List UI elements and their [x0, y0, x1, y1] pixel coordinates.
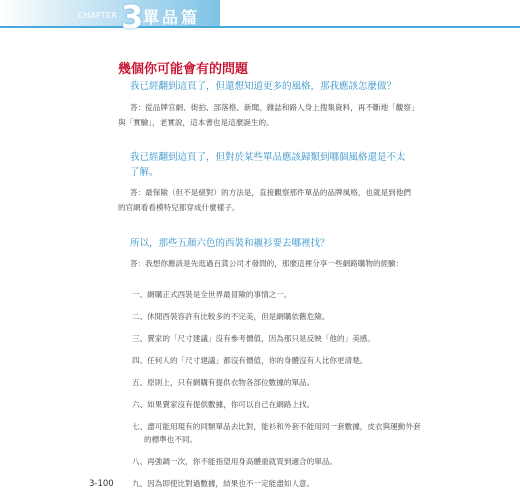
question-2: 我已經翻到這頁了，但對於某些單品應該歸類到哪個風格還是不太了解。: [130, 152, 406, 178]
chapter-label: CHAPTER: [78, 11, 118, 20]
list-item: 五、原則上，只有網購有提供衣物各部位數據的單品。: [132, 378, 315, 387]
header-rule: [0, 26, 520, 28]
list-item: 一、網購正式西裝是全世界最冒險的事情之一。: [132, 290, 292, 299]
answer-3: 答：我想你應該是先逛過百貨公司才發問的，那麼這裡分享一些網路購物的經驗：: [130, 259, 404, 268]
chapter-header: [0, 0, 520, 40]
page-number: 3-100: [89, 479, 114, 489]
chapter-number: 3: [121, 0, 144, 36]
question-3: 所以，那些五顏六色的西裝和襯衫要去哪裡找？: [130, 238, 330, 249]
chapter-title: 單品篇: [143, 8, 201, 27]
list-item: 六、如果賣家沒有提供數據，你可以自己在網路上找。: [132, 400, 315, 409]
list-item: 七、盡可能用現有的同類單品去比對，能衫和外套不能用同一套數據，皮衣與運動外套的標準也不同。: [132, 422, 421, 444]
list-item: 九、因為即使比對過數據，結果也不一定能盡如人意。: [132, 479, 315, 488]
list-item: 八、再強調一次，你不能指望用身高體重就買到適合的單品。: [132, 457, 338, 466]
tips-list: [132, 288, 422, 499]
list-item: 三、賣家的「尺寸建議」沒有參考價值，因為那只是反映「他的」美感。: [132, 334, 375, 343]
list-item: 二、休閒西裝容許有比較多的不完美，但是網購依舊危險。: [132, 312, 330, 321]
question-1: 我已經翻到這頁了，但還想知道更多的風格，那我應該怎麼做？: [130, 81, 397, 92]
section-title: 幾個你可能會有的問題: [118, 62, 249, 77]
answer-2: 答：最保險（但不是絕對）的方法是，直接觀察那件單品的品牌風格，也就是到他們的官網看看模特兒都穿成什麼樣子。: [118, 188, 411, 212]
answer-1: 答：從品牌官網、街拍、部落格、新聞、雜誌和路人身上搜集資料，再不斷地「觀察」與「實驗」，老實說，這本書也是這麼誕生的。: [118, 103, 415, 127]
list-item: 四、任何人的「尺寸建議」都沒有價值，你的身體沒有人比你更清楚。: [132, 356, 368, 365]
